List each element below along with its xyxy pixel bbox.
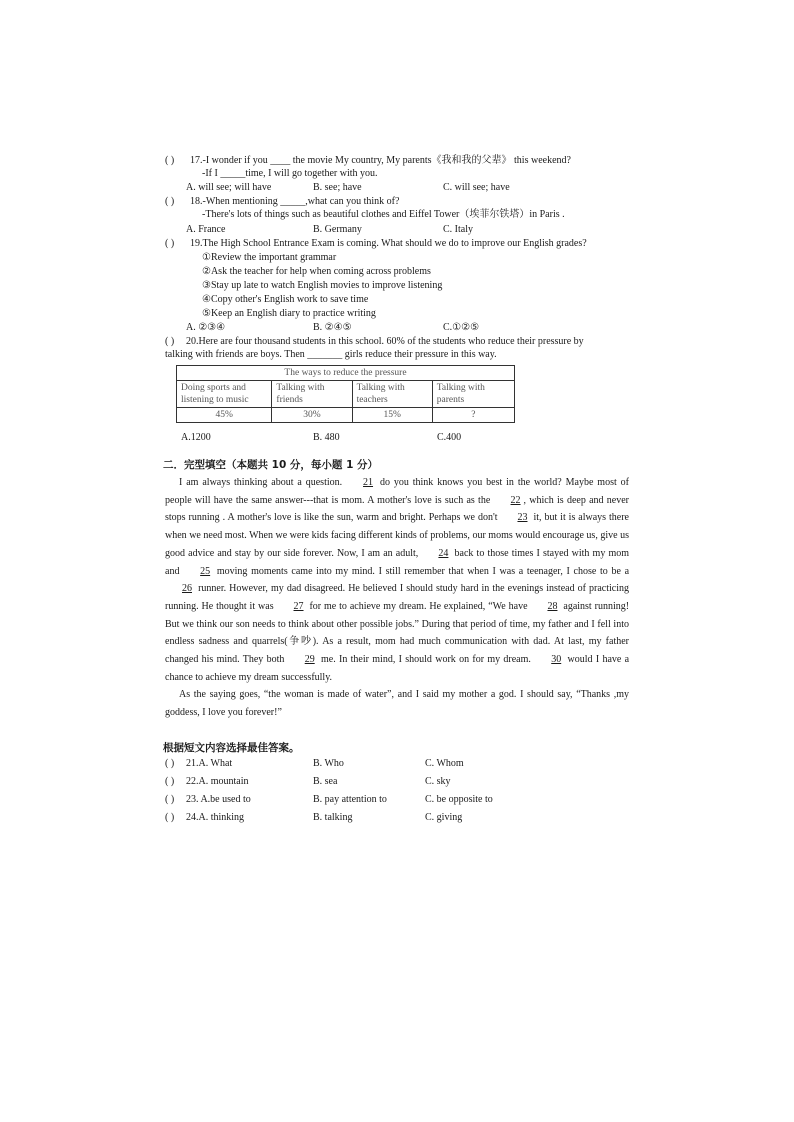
q19-item-2: ②Ask the teacher for help when coming across problems: [202, 266, 431, 277]
q20-option-a[interactable]: A.1200: [181, 432, 211, 443]
blank-23[interactable]: 23: [517, 512, 528, 524]
q22-option-c[interactable]: C. sky: [425, 776, 451, 787]
q20-option-b[interactable]: B. 480: [313, 432, 340, 443]
blank-22[interactable]: 22: [510, 494, 521, 506]
q19-option-c[interactable]: C.①②⑤: [443, 322, 480, 333]
passage-text: would I have a chance to achieve my dream successfully.: [165, 654, 630, 683]
q19-item-4: ④Copy other's English work to save time: [202, 294, 369, 305]
passage-text: it, but it is always there when we need most. When we were kids facing different kinds of problems, our moms would encourage us, give us good advice and stay by our side forever. Now, I am an adult,: [165, 512, 629, 559]
q17-option-b[interactable]: B. see; have: [313, 182, 362, 193]
q17-answer-paren[interactable]: ( ): [165, 155, 175, 166]
q18-response: -There's lots of things such as beautiful clothes and Eiffel Tower（埃菲尔铁塔）in Paris .: [202, 209, 565, 220]
q19-option-b[interactable]: B. ②④⑤: [313, 322, 352, 333]
instruction: 根据短文内容选择最佳答案。: [163, 742, 300, 754]
passage-text: against running! But we think our son needs to think about other possible jobs.” During that period of time, my father and I fell into endless sadness and quarrels(争吵). As a result, mom had much communication with dad. At last, my father changed his mind. They both: [165, 600, 630, 666]
q19-item-5: ⑤Keep an English diary to practice writing: [202, 308, 376, 319]
q23-answer-paren[interactable]: ( ): [165, 794, 175, 805]
pressure-table-header: Doing sports and listening to music: [177, 381, 272, 408]
passage-paragraph-2: As the saying goes, “the woman is made of water”, and I said my mother a god. I should say, “Thanks ,my goddess, I love you forever!”: [165, 689, 629, 719]
blank-24[interactable]: 24: [438, 547, 449, 559]
q23-option-b[interactable]: B. pay attention to: [313, 794, 387, 805]
blank-26[interactable]: 26: [182, 583, 192, 595]
pressure-table-header: Talking with parents: [432, 381, 514, 408]
q17-option-a[interactable]: A. will see; will have: [186, 182, 272, 193]
q17-stem: 17.-I wonder if you ____ the movie My country, My parents《我和我的父辈》 this weekend?: [190, 155, 571, 166]
pressure-table-header: Talking with teachers: [352, 381, 432, 408]
blank-21[interactable]: 21: [363, 477, 374, 488]
q19-item-1: ①Review the important grammar: [202, 252, 337, 263]
blank-27[interactable]: 27: [293, 600, 304, 612]
passage-text: , which is deep and never stops running . A mother's love is like the sun, warm and bright. Perhaps we don't: [165, 494, 629, 524]
passage-text: runner. However, my dad disagreed. He believed I should study hard in the evenings instead of practicing running. He thought it was: [165, 583, 629, 612]
q18-stem: 18.-When mentioning _____,what can you think of?: [190, 196, 400, 207]
q20-stem-line2: talking with friends are boys. Then _______ girls reduce their pressure in this way.: [165, 349, 497, 360]
q18-option-a[interactable]: A. France: [186, 224, 226, 235]
q19-item-3: ③Stay up late to watch English movies to improve listening: [202, 280, 443, 291]
pressure-table-cell: 15%: [352, 408, 432, 423]
q24-option-c[interactable]: C. giving: [425, 812, 463, 823]
q22-option-b[interactable]: B. sea: [313, 776, 338, 787]
passage-text: me. In their mind, I should work on for my dream.: [321, 654, 531, 666]
q20-answer-paren[interactable]: ( ): [165, 336, 175, 347]
q18-option-c[interactable]: C. Italy: [443, 224, 473, 235]
passage-text: do you think knows you best in the world? Maybe most of people will have the same answer---that is mom. A mother's love is such as the: [165, 477, 629, 506]
passage-text: moving moments came into my mind. I still remember that when I was a teenager, I chose to be a: [216, 565, 630, 577]
q21-answer-paren[interactable]: ( ): [165, 758, 175, 769]
q20-stem-line1: 20.Here are four thousand students in this school. 60% of the students who reduce their pressure by: [186, 336, 584, 347]
q20-option-c[interactable]: C.400: [437, 432, 462, 443]
passage-text: for me to achieve my dream. He explained, “We have: [309, 600, 528, 612]
q24-option-a[interactable]: 24.A. thinking: [186, 812, 245, 823]
q24-option-b[interactable]: B. talking: [313, 812, 353, 823]
passage-paragraph-1: [165, 474, 629, 686]
blank-30[interactable]: 30: [551, 654, 562, 666]
passage-text: back to those times I stayed with my mom and: [165, 547, 630, 577]
passage-text: I am always thinking about a question.: [179, 477, 343, 488]
q18-option-b[interactable]: B. Germany: [313, 224, 362, 235]
blank-28[interactable]: 28: [547, 600, 558, 612]
pressure-table-cell: 45%: [177, 408, 272, 423]
q19-option-a[interactable]: A. ②③④: [186, 322, 226, 333]
cloze-passage: [165, 474, 629, 722]
blank-25[interactable]: 25: [200, 565, 211, 577]
q21-option-b[interactable]: B. Who: [313, 758, 344, 769]
q24-answer-paren[interactable]: ( ): [165, 812, 175, 823]
q19-answer-paren[interactable]: ( ): [165, 238, 175, 249]
q17-response: -If I _____time, I will go together with you.: [202, 168, 378, 179]
q21-option-a[interactable]: 21.A. What: [186, 758, 233, 769]
q19-stem: 19.The High School Entrance Exam is coming. What should we do to improve our English grades?: [190, 238, 587, 249]
pressure-table-cell: 30%: [272, 408, 352, 423]
q23-option-a[interactable]: 23. A.be used to: [186, 794, 251, 805]
q18-answer-paren[interactable]: ( ): [165, 196, 175, 207]
q22-option-a[interactable]: 22.A. mountain: [186, 776, 249, 787]
q23-option-c[interactable]: C. be opposite to: [425, 794, 493, 805]
section-title: 二．完型填空（本题共 10 分，每小题 1 分）: [163, 459, 379, 471]
pressure-table-caption: The ways to reduce the pressure: [177, 366, 515, 381]
q17-option-c[interactable]: C. will see; have: [443, 182, 510, 193]
blank-29[interactable]: 29: [304, 654, 315, 666]
q22-answer-paren[interactable]: ( ): [165, 776, 175, 787]
q21-option-c[interactable]: C. Whom: [425, 758, 464, 769]
pressure-table-header: Talking with friends: [272, 381, 352, 408]
pressure-table: [176, 365, 515, 423]
pressure-table-cell: ?: [432, 408, 514, 423]
